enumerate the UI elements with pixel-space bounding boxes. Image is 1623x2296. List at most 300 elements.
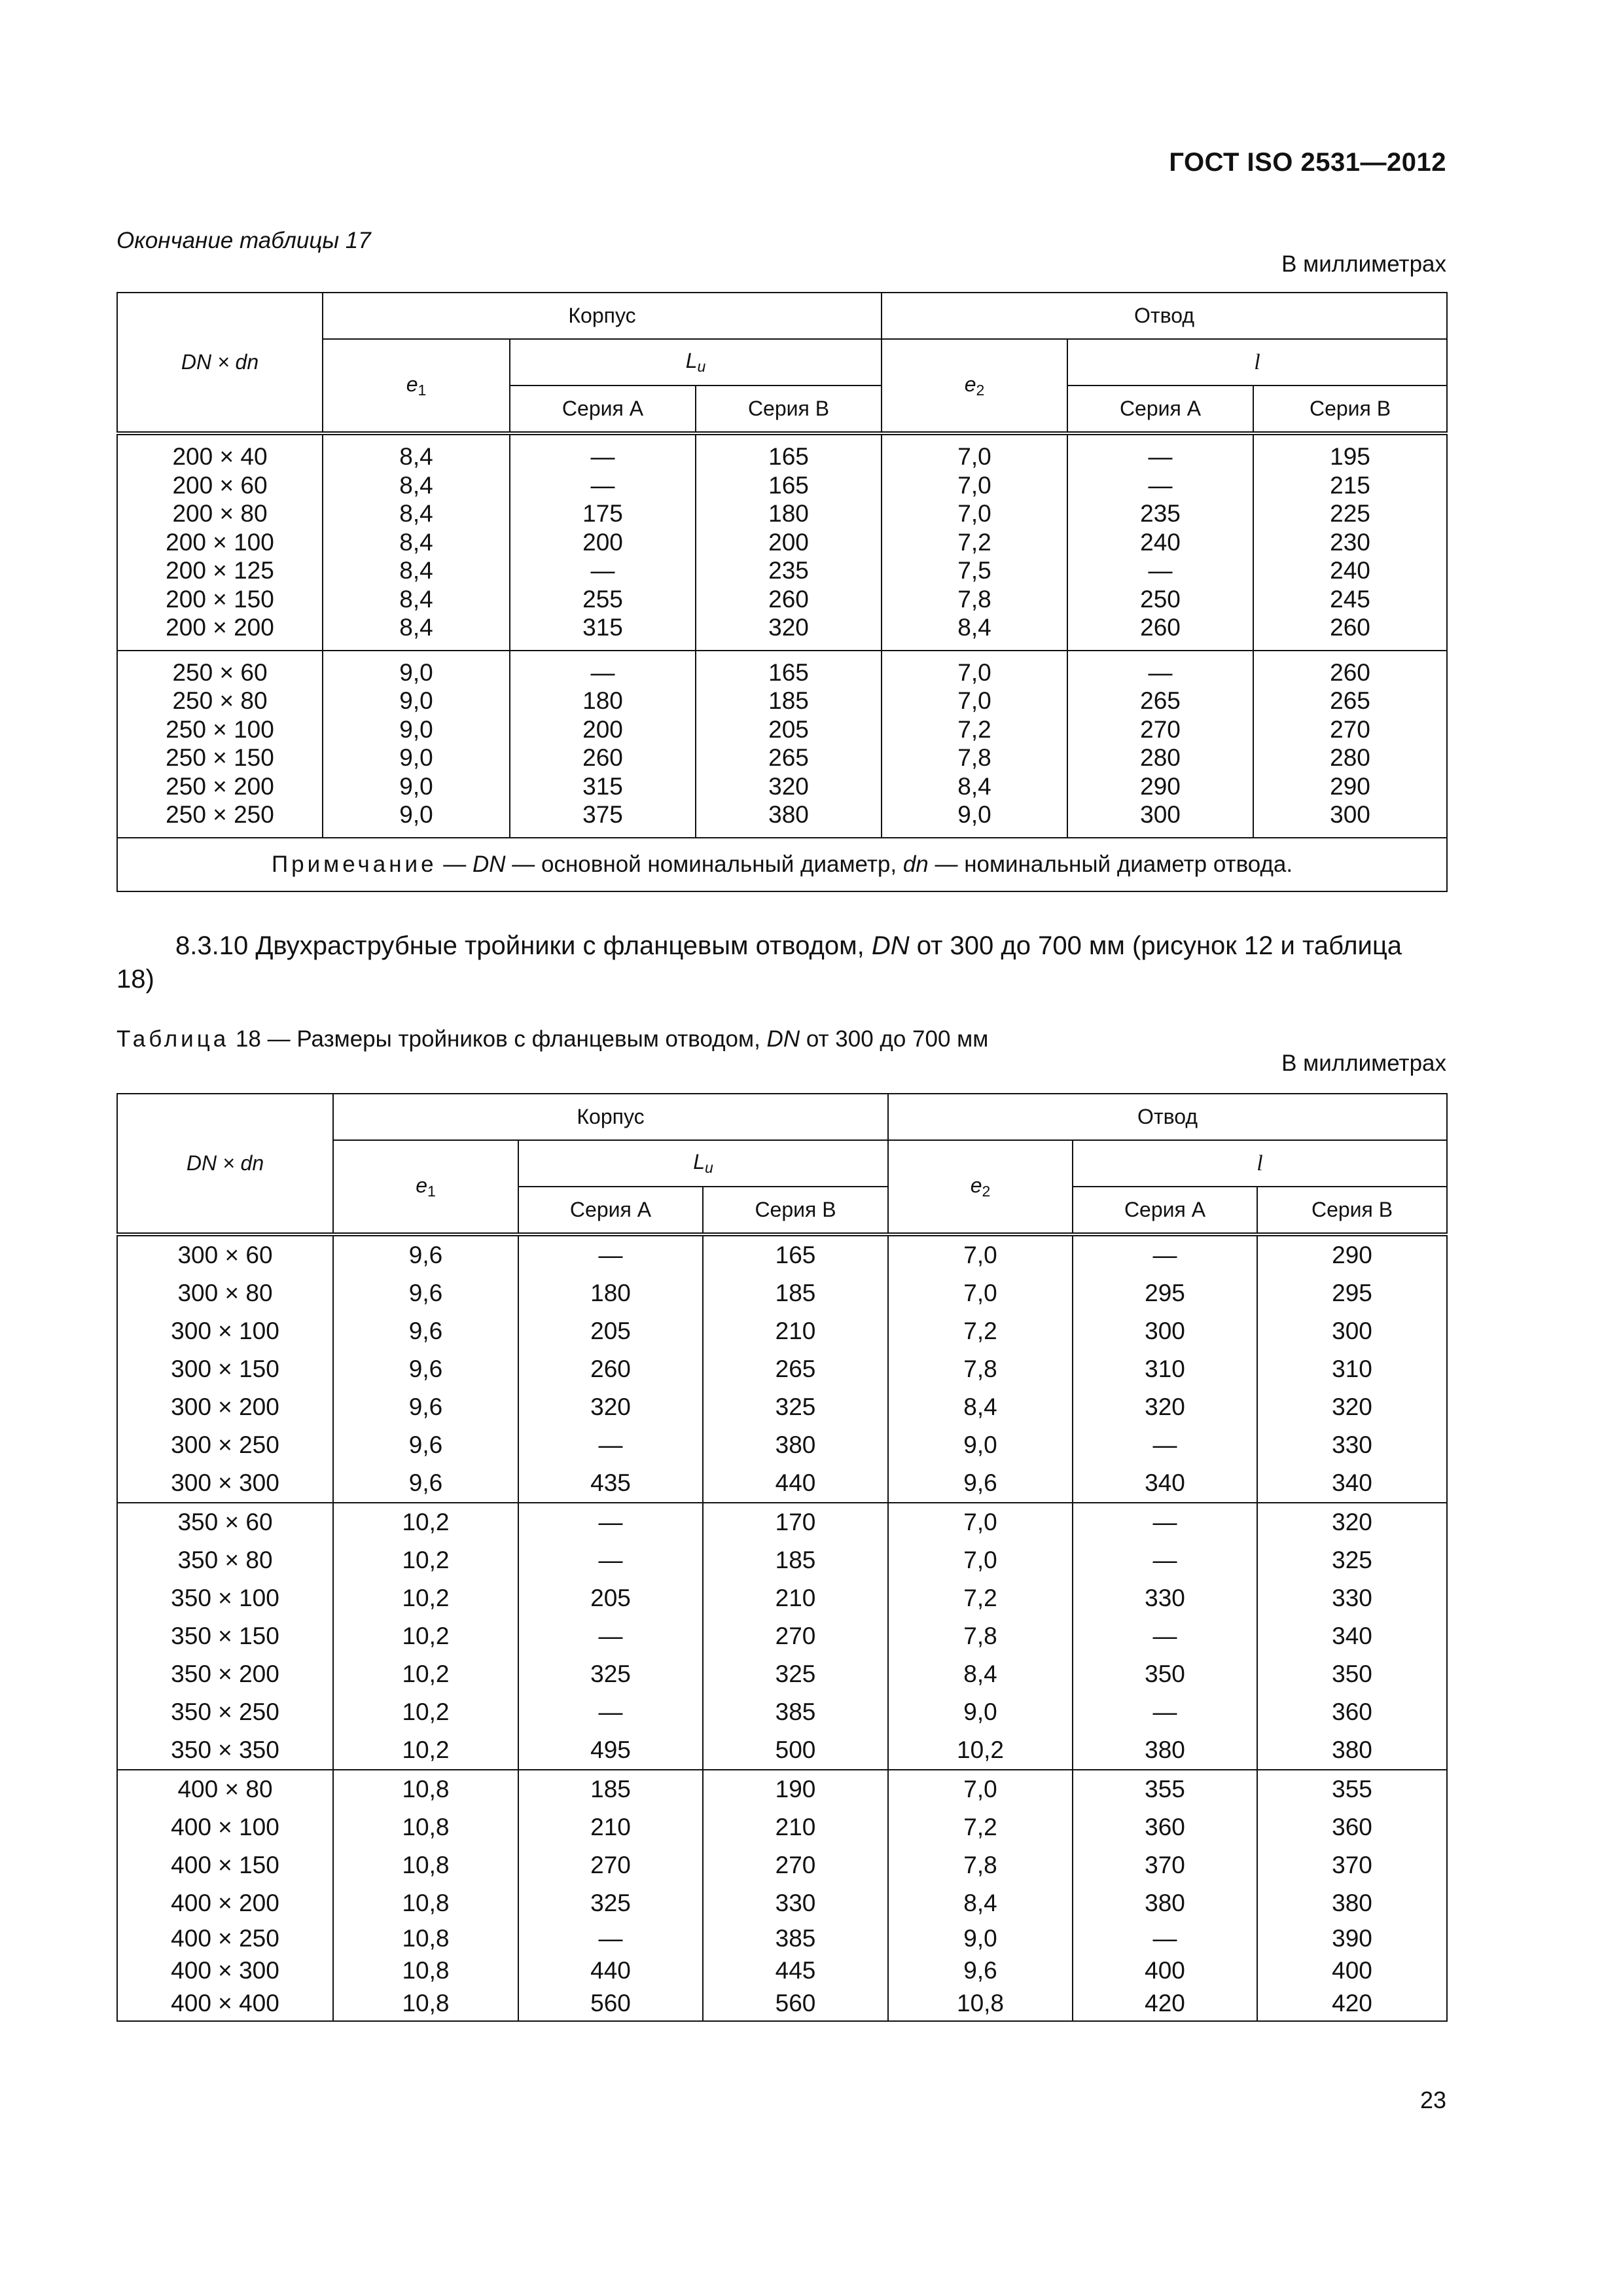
table-18-cell: 8,4 bbox=[888, 1655, 1073, 1693]
table-18-cell: 330 bbox=[703, 1884, 888, 1922]
cell-value: 260 bbox=[1330, 614, 1370, 641]
col-header-e1: $e_1$ bbox=[323, 339, 510, 433]
table-18-cell: 420 bbox=[1073, 1986, 1257, 2021]
table-18-cell: 440 bbox=[518, 1954, 703, 1986]
table-18-row bbox=[117, 1731, 1447, 1770]
table-18-cell: 270 bbox=[703, 1846, 888, 1884]
table-18-cell: 170 bbox=[703, 1503, 888, 1541]
cell-value: 180 bbox=[582, 687, 623, 714]
table-18-cell: 185 bbox=[518, 1770, 703, 1808]
table-17-cell-lu-a bbox=[510, 433, 696, 651]
table-18-cell: 7,8 bbox=[888, 1846, 1073, 1884]
cell-value: 200 × 150 bbox=[166, 585, 274, 613]
cell-value: 9,0 bbox=[399, 658, 433, 686]
table-18-cell: 380 bbox=[1073, 1884, 1257, 1922]
cell-value: 250 × 200 bbox=[166, 772, 274, 800]
table-18-cell: 400 bbox=[1257, 1954, 1447, 1986]
table-18-cell: 7,0 bbox=[888, 1541, 1073, 1579]
cell-value: 7,2 bbox=[957, 528, 991, 556]
table-18-cell: 300 × 60 bbox=[117, 1234, 333, 1274]
table-18-row bbox=[117, 1541, 1447, 1579]
table-17-cell-l-a bbox=[1067, 651, 1253, 838]
cell-value: — bbox=[1148, 471, 1173, 499]
table-18-cell: 370 bbox=[1073, 1846, 1257, 1884]
cell-value: 200 bbox=[582, 528, 623, 556]
cell-value: 200 × 100 bbox=[166, 528, 274, 556]
cell-value: 245 bbox=[1330, 585, 1370, 613]
table-18-cell: — bbox=[518, 1922, 703, 1954]
table-18-cell: 190 bbox=[703, 1770, 888, 1808]
table-18-cell: 210 bbox=[703, 1579, 888, 1617]
table-17-cell-e2 bbox=[882, 651, 1067, 838]
table-18-cell: 360 bbox=[1073, 1808, 1257, 1846]
cell-value: 8,4 bbox=[399, 614, 433, 641]
table-18-cell: 350 × 60 bbox=[117, 1503, 333, 1541]
cell-value: — bbox=[590, 443, 615, 470]
table-18-cell: 9,6 bbox=[333, 1312, 518, 1350]
table-18-cell: 380 bbox=[703, 1426, 888, 1464]
cell-value: 260 bbox=[1140, 614, 1181, 641]
col-header-l-series-b: Серия В bbox=[1257, 1187, 1447, 1234]
cell-value: 250 × 150 bbox=[166, 744, 274, 771]
table-17-cell-l-a bbox=[1067, 433, 1253, 651]
cell-value: 280 bbox=[1330, 744, 1370, 771]
cell-value: — bbox=[1148, 658, 1173, 686]
col-header-lu-series-b: Серия В bbox=[696, 386, 882, 433]
table-17-cell-lu-b bbox=[696, 651, 882, 838]
cell-value: 7,8 bbox=[957, 585, 991, 613]
table-18-cell: 300 × 300 bbox=[117, 1464, 333, 1503]
cell-value: 9,0 bbox=[399, 715, 433, 743]
table-18-cell: — bbox=[1073, 1922, 1257, 1954]
table-18-cell: 300 bbox=[1073, 1312, 1257, 1350]
col-header-branch: Отвод bbox=[882, 293, 1447, 339]
table-18-cell: 10,2 bbox=[333, 1541, 518, 1579]
table-18-cell: 7,8 bbox=[888, 1617, 1073, 1655]
document-code: ГОСТ ISO 2531—2012 bbox=[1169, 148, 1446, 177]
table-18-row bbox=[117, 1986, 1447, 2021]
cell-value: 260 bbox=[582, 744, 623, 771]
table-18-cell: 7,0 bbox=[888, 1274, 1073, 1312]
cell-value: 250 × 100 bbox=[166, 715, 274, 743]
cell-value: 195 bbox=[1330, 443, 1370, 470]
cell-value: 290 bbox=[1330, 772, 1370, 800]
table-18-cell: 10,8 bbox=[333, 1986, 518, 2021]
cell-value: 200 × 40 bbox=[172, 443, 268, 470]
table-18-cell: 300 × 250 bbox=[117, 1426, 333, 1464]
table-18-cell: 10,2 bbox=[888, 1731, 1073, 1770]
table-18-cell: 340 bbox=[1257, 1464, 1447, 1503]
table-18-cell: 7,2 bbox=[888, 1808, 1073, 1846]
col-header-lu: Lu bbox=[510, 339, 882, 386]
table-18-cell: 380 bbox=[1257, 1731, 1447, 1770]
cell-value: 200 × 125 bbox=[166, 557, 274, 584]
table-18-cell: 205 bbox=[518, 1312, 703, 1350]
table-18-cell: 435 bbox=[518, 1464, 703, 1503]
table-18-row bbox=[117, 1808, 1447, 1846]
col-header-lu-series-b: Серия В bbox=[703, 1187, 888, 1234]
table-18-cell: 165 bbox=[703, 1234, 888, 1274]
table-18-row bbox=[117, 1655, 1447, 1693]
cell-value: 200 × 60 bbox=[172, 471, 268, 499]
table-18-cell: 10,2 bbox=[333, 1617, 518, 1655]
table-17-cell-e2 bbox=[882, 433, 1067, 651]
cell-value: 8,4 bbox=[957, 614, 991, 641]
table-18-cell: 9,6 bbox=[333, 1350, 518, 1388]
cell-value: 9,0 bbox=[399, 801, 433, 828]
table-18-cell: 500 bbox=[703, 1731, 888, 1770]
table-18-cell: 7,0 bbox=[888, 1770, 1073, 1808]
cell-value: 320 bbox=[768, 614, 809, 641]
table-18-caption: Таблица 18 — Размеры тройников с фланцевым отводом, DN от 300 до 700 мм bbox=[116, 1026, 989, 1052]
table-18-row bbox=[117, 1846, 1447, 1884]
table-18-cell: 9,0 bbox=[888, 1922, 1073, 1954]
table-18-cell: — bbox=[518, 1234, 703, 1274]
table-18-cell: 9,6 bbox=[333, 1426, 518, 1464]
cell-value: 7,0 bbox=[957, 443, 991, 470]
cell-value: 270 bbox=[1140, 715, 1181, 743]
cell-value: 235 bbox=[1140, 500, 1181, 527]
table-18-cell: 320 bbox=[518, 1388, 703, 1426]
table-18-row bbox=[117, 1954, 1447, 1986]
table-18-cell: — bbox=[1073, 1541, 1257, 1579]
table-18-cell: 180 bbox=[518, 1274, 703, 1312]
cell-value: 8,4 bbox=[957, 772, 991, 800]
table-17-row-group bbox=[117, 433, 1447, 651]
table-18-cell: 350 bbox=[1257, 1655, 1447, 1693]
cell-value: 7,5 bbox=[957, 557, 991, 584]
table-18-cell: 210 bbox=[703, 1808, 888, 1846]
table-18-cell: 325 bbox=[1257, 1541, 1447, 1579]
cell-value: 200 × 80 bbox=[172, 500, 268, 527]
table-18-cell: 355 bbox=[1073, 1770, 1257, 1808]
cell-value: 7,0 bbox=[957, 471, 991, 499]
col-header-e1: $e_1$ bbox=[333, 1140, 518, 1234]
table-18-cell: — bbox=[518, 1617, 703, 1655]
cell-value: — bbox=[590, 471, 615, 499]
col-header-dn: DN × dn bbox=[117, 293, 323, 433]
table-18-cell: 8,4 bbox=[888, 1388, 1073, 1426]
table-18-cell: 560 bbox=[518, 1986, 703, 2021]
cell-value: 8,4 bbox=[399, 443, 433, 470]
table-18-row bbox=[117, 1234, 1447, 1274]
cell-value: 200 bbox=[582, 715, 623, 743]
cell-value: 315 bbox=[582, 614, 623, 641]
table-18-cell: 440 bbox=[703, 1464, 888, 1503]
cell-value: 9,0 bbox=[399, 744, 433, 771]
cell-value: 300 bbox=[1330, 801, 1370, 828]
table-18-row bbox=[117, 1350, 1447, 1388]
table-18-cell: 9,6 bbox=[333, 1464, 518, 1503]
col-header-e2: $e_2$ bbox=[888, 1140, 1073, 1234]
table-17-continuation-title: Окончание таблицы 17 bbox=[116, 228, 371, 253]
table-18-cell: 295 bbox=[1073, 1274, 1257, 1312]
table-18-cell: 10,2 bbox=[333, 1731, 518, 1770]
table-18-cell: 210 bbox=[703, 1312, 888, 1350]
table-18-cell: 400 × 250 bbox=[117, 1922, 333, 1954]
table-17-cell-lu-a bbox=[510, 651, 696, 838]
table-18-cell: 300 × 80 bbox=[117, 1274, 333, 1312]
table-18-cell: 300 × 200 bbox=[117, 1388, 333, 1426]
table-18-cell: 210 bbox=[518, 1808, 703, 1846]
table-18-cell: 9,6 bbox=[333, 1234, 518, 1274]
cell-value: 260 bbox=[1330, 658, 1370, 686]
table-18-cell: 350 × 200 bbox=[117, 1655, 333, 1693]
table-17-cell-lu-b bbox=[696, 433, 882, 651]
cell-value: 7,2 bbox=[957, 715, 991, 743]
col-header-lu-series-a: Серия А bbox=[518, 1187, 703, 1234]
section-8-3-10-paragraph: 8.3.10 Двухраструбные тройники с фланцевым отводом, DN от 300 до 700 мм (рисунок 12 и таблица 18) bbox=[116, 931, 1402, 994]
col-header-branch: Отвод bbox=[888, 1094, 1447, 1140]
table-18-cell: 10,8 bbox=[333, 1884, 518, 1922]
table-18-cell: 385 bbox=[703, 1922, 888, 1954]
cell-value: 8,4 bbox=[399, 528, 433, 556]
table-18-cell: 385 bbox=[703, 1693, 888, 1731]
cell-value: 230 bbox=[1330, 528, 1370, 556]
section-number: 8.3.10 bbox=[175, 931, 249, 960]
col-header-l-series-a: Серия А bbox=[1073, 1187, 1257, 1234]
table-18-cell: 325 bbox=[703, 1388, 888, 1426]
cell-value: 9,0 bbox=[399, 772, 433, 800]
cell-value: 255 bbox=[582, 585, 623, 613]
cell-value: 315 bbox=[582, 772, 623, 800]
table-18 bbox=[116, 1093, 1448, 2022]
col-header-l: l bbox=[1067, 339, 1447, 386]
table-17-cell-dn bbox=[117, 433, 323, 651]
table-18-cell: 7,2 bbox=[888, 1312, 1073, 1350]
table-18-cell: 495 bbox=[518, 1731, 703, 1770]
table-18-cell: 185 bbox=[703, 1541, 888, 1579]
table-18-cell: 9,6 bbox=[888, 1954, 1073, 1986]
cell-value: 225 bbox=[1330, 500, 1370, 527]
table-18-row bbox=[117, 1464, 1447, 1503]
table-17-cell-l-b bbox=[1253, 651, 1447, 838]
table-18-cell: — bbox=[518, 1426, 703, 1464]
table-18-cell: 7,2 bbox=[888, 1579, 1073, 1617]
table-18-cell: 340 bbox=[1073, 1464, 1257, 1503]
table-18-row bbox=[117, 1922, 1447, 1954]
cell-value: 300 bbox=[1140, 801, 1181, 828]
cell-value: 205 bbox=[768, 715, 809, 743]
cell-value: 165 bbox=[768, 471, 809, 499]
table-18-row bbox=[117, 1884, 1447, 1922]
table-18-cell: 325 bbox=[518, 1655, 703, 1693]
table-18-cell: — bbox=[1073, 1426, 1257, 1464]
table-18-cell: 350 × 250 bbox=[117, 1693, 333, 1731]
table-18-cell: 310 bbox=[1073, 1350, 1257, 1388]
cell-value: 180 bbox=[768, 500, 809, 527]
table-18-cell: 330 bbox=[1257, 1426, 1447, 1464]
cell-value: 250 × 80 bbox=[172, 687, 268, 714]
table-18-cell: 10,2 bbox=[333, 1693, 518, 1731]
table-18-cell: 300 × 150 bbox=[117, 1350, 333, 1388]
table-18-cell: 295 bbox=[1257, 1274, 1447, 1312]
table-18-cell: 7,8 bbox=[888, 1350, 1073, 1388]
table-17-cell-l-b bbox=[1253, 433, 1447, 651]
table-18-cell: 320 bbox=[1257, 1503, 1447, 1541]
col-header-dn: DN × dn bbox=[117, 1094, 333, 1234]
cell-value: 265 bbox=[768, 744, 809, 771]
table-18-cell: — bbox=[1073, 1234, 1257, 1274]
table-18-cell: 9,6 bbox=[333, 1388, 518, 1426]
table-18-cell: 300 bbox=[1257, 1312, 1447, 1350]
cell-value: 240 bbox=[1140, 528, 1181, 556]
col-header-l-series-a: Серия А bbox=[1067, 386, 1253, 433]
cell-value: 7,0 bbox=[957, 658, 991, 686]
table-18-cell: 400 bbox=[1073, 1954, 1257, 1986]
table-18-cell: 10,8 bbox=[333, 1808, 518, 1846]
table-18-cell: 7,0 bbox=[888, 1503, 1073, 1541]
table-18-cell: 400 × 200 bbox=[117, 1884, 333, 1922]
cell-value: 375 bbox=[582, 801, 623, 828]
table-18-cell: 8,4 bbox=[888, 1884, 1073, 1922]
cell-value: — bbox=[1148, 557, 1173, 584]
cell-value: 200 × 200 bbox=[166, 614, 274, 641]
cell-value: 8,4 bbox=[399, 471, 433, 499]
table-18-cell: 360 bbox=[1257, 1808, 1447, 1846]
cell-value: 250 bbox=[1140, 585, 1181, 613]
table-18-cell: 9,6 bbox=[333, 1274, 518, 1312]
cell-value: 8,4 bbox=[399, 500, 433, 527]
table-18-cell: 325 bbox=[703, 1655, 888, 1693]
table-18-cell: 390 bbox=[1257, 1922, 1447, 1954]
table-18-cell: 10,2 bbox=[333, 1503, 518, 1541]
cell-value: 235 bbox=[768, 557, 809, 584]
table-18-cell: 10,8 bbox=[333, 1954, 518, 1986]
cell-value: 7,8 bbox=[957, 744, 991, 771]
table-17-cell-dn bbox=[117, 651, 323, 838]
cell-value: 7,0 bbox=[957, 500, 991, 527]
table-18-row bbox=[117, 1693, 1447, 1731]
table-18-row bbox=[117, 1503, 1447, 1541]
cell-value: 270 bbox=[1330, 715, 1370, 743]
cell-value: 265 bbox=[1140, 687, 1181, 714]
table-17-cell-e1 bbox=[323, 651, 510, 838]
cell-value: 320 bbox=[768, 772, 809, 800]
cell-value: 8,4 bbox=[399, 585, 433, 613]
page-number: 23 bbox=[1419, 2087, 1446, 2113]
cell-value: 290 bbox=[1140, 772, 1181, 800]
table-18-cell: 260 bbox=[518, 1350, 703, 1388]
table-18-row bbox=[117, 1312, 1447, 1350]
table-18-cell: 320 bbox=[1073, 1388, 1257, 1426]
cell-value: 265 bbox=[1330, 687, 1370, 714]
table-18-cell: 10,2 bbox=[333, 1579, 518, 1617]
table-18-cell: 270 bbox=[703, 1617, 888, 1655]
cell-value: 9,0 bbox=[957, 801, 991, 828]
table-18-cell: 350 bbox=[1073, 1655, 1257, 1693]
table-18-cell: 310 bbox=[1257, 1350, 1447, 1388]
cell-value: 260 bbox=[768, 585, 809, 613]
cell-value: 165 bbox=[768, 443, 809, 470]
table-18-cell: 400 × 100 bbox=[117, 1808, 333, 1846]
cell-value: 280 bbox=[1140, 744, 1181, 771]
table-18-cell: 370 bbox=[1257, 1846, 1447, 1884]
table-18-cell: — bbox=[1073, 1693, 1257, 1731]
col-header-lu: Lu bbox=[518, 1140, 888, 1187]
table-18-cell: 380 bbox=[1257, 1884, 1447, 1922]
cell-value: 175 bbox=[582, 500, 623, 527]
table-18-cell: 185 bbox=[703, 1274, 888, 1312]
table-18-cell: 10,8 bbox=[888, 1986, 1073, 2021]
table-18-cell: 420 bbox=[1257, 1986, 1447, 2021]
cell-value: 7,0 bbox=[957, 687, 991, 714]
table-18-cell: — bbox=[518, 1541, 703, 1579]
table-18-cell: 10,8 bbox=[333, 1922, 518, 1954]
cell-value: 8,4 bbox=[399, 557, 433, 584]
table-18-cell: 400 × 400 bbox=[117, 1986, 333, 2021]
cell-value: 240 bbox=[1330, 557, 1370, 584]
cell-value: 215 bbox=[1330, 471, 1370, 499]
table-18-cell: 350 × 150 bbox=[117, 1617, 333, 1655]
table-18-cell: 9,0 bbox=[888, 1426, 1073, 1464]
cell-value: 380 bbox=[768, 801, 809, 828]
table-18-cell: 400 × 150 bbox=[117, 1846, 333, 1884]
table-18-cell: 355 bbox=[1257, 1770, 1447, 1808]
table-18-cell: 340 bbox=[1257, 1617, 1447, 1655]
table-18-cell: 400 × 300 bbox=[117, 1954, 333, 1986]
table-18-units: В миллиметрах bbox=[1281, 1050, 1446, 1076]
table-18-cell: 560 bbox=[703, 1986, 888, 2021]
cell-value: 9,0 bbox=[399, 687, 433, 714]
table-18-cell: 205 bbox=[518, 1579, 703, 1617]
cell-value: — bbox=[590, 658, 615, 686]
table-18-row bbox=[117, 1579, 1447, 1617]
table-18-row bbox=[117, 1426, 1447, 1464]
table-17-note: Примечание — DN — основной номинальный диаметр, dn — номинальный диаметр отвода. bbox=[117, 838, 1447, 891]
col-header-l-series-b: Серия В bbox=[1253, 386, 1447, 433]
table-18-cell: 445 bbox=[703, 1954, 888, 1986]
table-18-cell: 400 × 80 bbox=[117, 1770, 333, 1808]
table-17 bbox=[116, 292, 1448, 892]
cell-value: — bbox=[1148, 443, 1173, 470]
table-17-row-group bbox=[117, 651, 1447, 838]
col-header-e2: $e_2$ bbox=[882, 339, 1067, 433]
table-18-cell: 7,0 bbox=[888, 1234, 1073, 1274]
table-18-cell: 290 bbox=[1257, 1234, 1447, 1274]
table-18-cell: — bbox=[1073, 1503, 1257, 1541]
table-18-cell: 380 bbox=[1073, 1731, 1257, 1770]
col-header-lu-series-a: Серия А bbox=[510, 386, 696, 433]
cell-value: 165 bbox=[768, 658, 809, 686]
table-18-cell: — bbox=[1073, 1617, 1257, 1655]
cell-value: 250 × 250 bbox=[166, 801, 274, 828]
table-18-cell: — bbox=[518, 1693, 703, 1731]
cell-value: — bbox=[590, 557, 615, 584]
table-18-cell: 350 × 350 bbox=[117, 1731, 333, 1770]
table-18-cell: 10,2 bbox=[333, 1655, 518, 1693]
table-18-row bbox=[117, 1617, 1447, 1655]
table-18-cell: 9,6 bbox=[888, 1464, 1073, 1503]
cell-value: 250 × 60 bbox=[172, 658, 268, 686]
table-18-cell: 10,8 bbox=[333, 1770, 518, 1808]
table-18-cell: 9,0 bbox=[888, 1693, 1073, 1731]
col-header-body: Корпус bbox=[333, 1094, 888, 1140]
col-header-l: l bbox=[1073, 1140, 1447, 1187]
cell-value: 185 bbox=[768, 687, 809, 714]
table-18-cell: — bbox=[518, 1503, 703, 1541]
table-18-cell: 360 bbox=[1257, 1693, 1447, 1731]
table-18-cell: 325 bbox=[518, 1884, 703, 1922]
table-18-cell: 330 bbox=[1073, 1579, 1257, 1617]
table-18-cell: 270 bbox=[518, 1846, 703, 1884]
table-17-cell-e1 bbox=[323, 433, 510, 651]
cell-value: 200 bbox=[768, 528, 809, 556]
table-18-cell: 330 bbox=[1257, 1579, 1447, 1617]
col-header-body: Корпус bbox=[323, 293, 882, 339]
table-18-cell: 350 × 80 bbox=[117, 1541, 333, 1579]
table-18-cell: 320 bbox=[1257, 1388, 1447, 1426]
